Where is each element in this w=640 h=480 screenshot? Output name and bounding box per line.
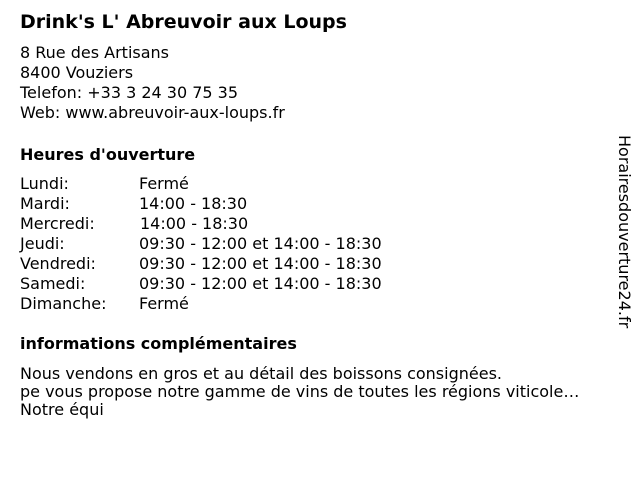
- hours-value: 09:30 - 12:00 et 14:00 - 18:30: [139, 234, 382, 253]
- info-line: Nous vendons en gros et au détail des boissons consignées.: [20, 364, 502, 383]
- website-link[interactable]: Web: www.abreuvoir-aux-loups.fr: [20, 103, 285, 122]
- info-line: pe vous propose notre gamme de vins de toutes les régions viticole…: [20, 382, 580, 401]
- hours-value: Fermé: [139, 294, 189, 313]
- contact-block: [20, 43, 285, 123]
- business-name: Drink's L' Abreuvoir aux Loups: [20, 11, 347, 33]
- street-address: 8 Rue des Artisans: [20, 43, 170, 62]
- phone-number: Telefon: +33 3 24 30 75 35: [20, 83, 239, 102]
- hours-value: 09:30 - 12:00 et 14:00 - 18:30: [139, 254, 382, 273]
- opening-hours-heading: Heures d'ouverture: [20, 145, 196, 164]
- day-label: Mercredi:: [20, 214, 95, 233]
- hours-value: 09:30 - 12:00 et 14:00 - 18:30: [139, 274, 382, 293]
- watermark-text: Horairesdouverture24.fr: [615, 135, 634, 329]
- city-address: 8400 Vouziers: [20, 63, 134, 82]
- hours-value: Fermé: [139, 174, 189, 193]
- day-label: Mardi:: [20, 194, 70, 213]
- hours-value: 14:00 - 18:30: [139, 194, 248, 213]
- day-label: Dimanche:: [20, 294, 107, 313]
- info-line: Notre équi: [20, 400, 104, 419]
- day-label: Vendredi:: [20, 254, 96, 273]
- additional-info-text: [20, 365, 632, 419]
- day-label: Samedi:: [20, 274, 86, 293]
- hours-value: 14:00 - 18:30: [140, 214, 249, 233]
- day-label: Lundi:: [20, 174, 69, 193]
- site-watermark: [612, 135, 636, 345]
- day-label: Jeudi:: [20, 234, 65, 253]
- additional-info-heading: informations complémentaires: [20, 334, 297, 353]
